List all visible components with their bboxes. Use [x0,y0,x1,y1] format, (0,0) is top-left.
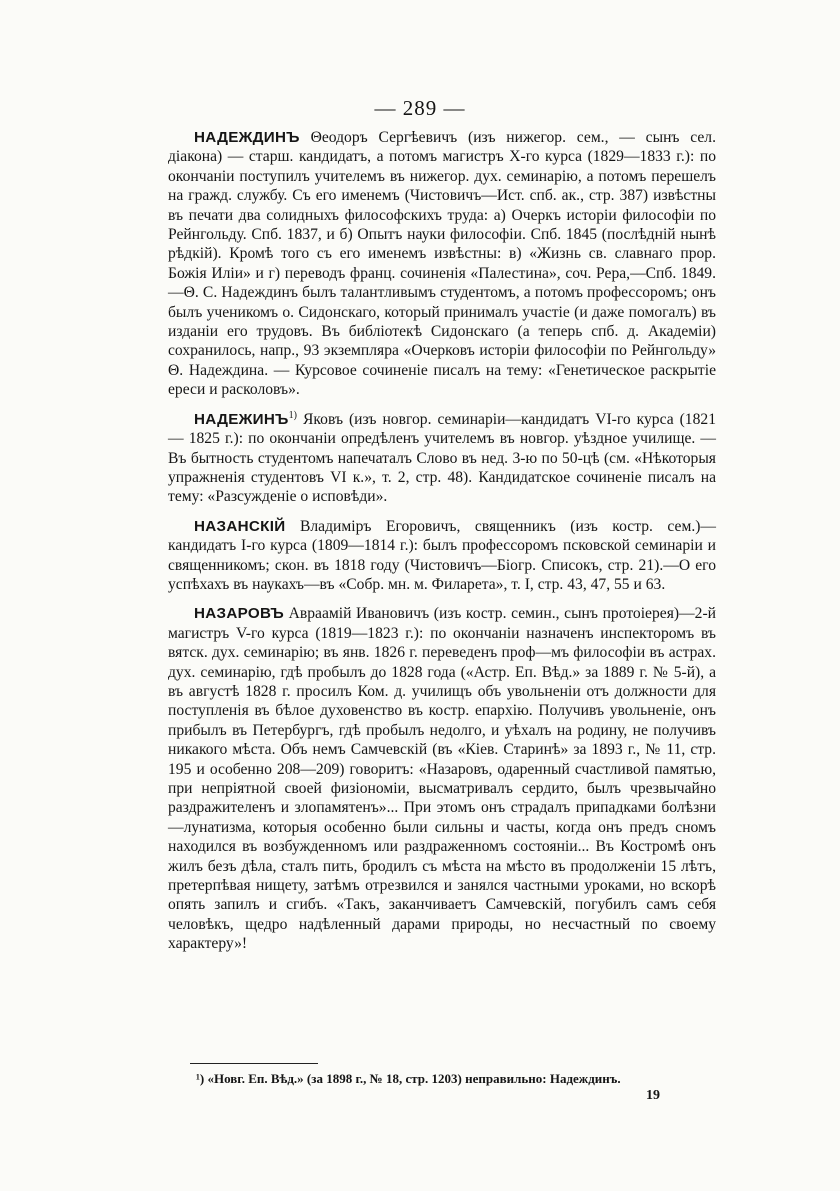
page-number: — 289 — [374,96,466,120]
entry-text: Яковъ (изъ новгор. семинаріи—кандидатъ VI-го курса (1821 — 1825 г.): по окончаніи опредѣленъ учителемъ въ новгор. уѣздное училище. — Въ бытность студентомъ напечаталъ Слово въ нед. 3-ю по 50-цѣ (см. «Нѣкоторыя упражненія студентовъ VI к.», т. 2, стр. 48). Кандидатское сочиненіе писалъ на тему: «Разсужденіе о исповѣди». [168,410,716,506]
entry-surname: НАДЕЖИНЪ [194,410,289,428]
entry-nadezhdin [168,128,716,400]
signature-mark: 19 [646,1088,660,1103]
footnote-divider [190,1063,318,1064]
entry-text: Авраамій Ивановичъ (изъ костр. семин., сынъ протоіерея)—2-й магистръ V-го курса (1819—1823 г.): по окончаніи назначенъ инспекторомъ въ вятск. дух. семинарію; въ янв. 1826 г. переведенъ проф—мъ философіи въ астрах. дух. семинарію, гдѣ пробылъ до 1828 года («Астр. Еп. Вѣд.» за 1889 г. № 5-й), а въ августѣ 1828 г. просилъ Ком. д. училищъ объ увольненіи отъ должности для поступленія въ бѣлое духовенство въ костр. епархію. Получивъ увольненіе, онъ прибылъ въ Петербургъ, гдѣ пробылъ недолго, и уѣхалъ на родину, не получивъ никакого мѣста. Объ немъ Самчевскій (въ «Кіев. Старинѣ» за 1893 г., № 11, стр. 195 и особенно 208—209) говоритъ: «Назаровъ, одаренный счастливой памятью, при непріятной своей физіономіи, высматривалъ сердито, былъ чрезвычайно раздражителенъ и злопамятенъ»... При этомъ онъ страдалъ припадками болѣзни—лунатизма, которыя особенно были сильны и часты, когда онъ предъ сномъ находился въ возбужденномъ или раздраженномъ состояніи... Въ Костромѣ онъ жилъ безъ дѣла, сталъ пить, бродилъ съ мѣста на мѣсто въ продолженіи 15 лѣтъ, претерпѣвая нищету, затѣмъ отрезвился и занялся частными уроками, но вскорѣ опять запилъ и сгибъ. «Такъ, заканчиваетъ Самчевскій, погубилъ самъ себя человѣкъ, щедро надѣленный дарами природы, но несчастный по своему характеру»! [168,605,716,953]
entry-surname: НАЗАНСКІЙ [194,517,286,535]
entry-nadezhin [168,410,716,507]
entry-text: Владиміръ Егоровичъ, священникъ (изъ костр. сем.)—кандидатъ I-го курса (1809—1814 г.): былъ профессоромъ псковской семинаріи и священникомъ; скон. въ 1818 году (Чистовичъ—Біогр. Списокъ, стр. 21).—О его успѣхахъ въ наукахъ—въ «Собр. мн. м. Филарета», т. I, стр. 43, 47, 55 и 63. [168,517,716,593]
text-block [168,128,716,964]
entry-nazanskiy [168,517,716,595]
entry-surname: НАДЕЖДИНЪ [194,129,300,146]
footnote-reference[interactable]: 1) [288,409,298,421]
entry-surname: НАЗАРОВЪ [194,605,284,623]
entry-nazarov [168,604,716,953]
entry-text: Θеодоръ Сергѣевичъ (изъ нижегор. сем., — сынъ сел. діакона) — старш. кандидатъ, а потомъ магистръ X-го курса (1829—1833 г.): по окончаніи поступилъ учителемъ въ нижегор. дух. семинарію, а потомъ перешелъ на гражд. службу. Съ его именемъ (Чистовичъ—Ист. спб. ак., стр. 387) извѣстны въ печати два солидныхъ философскихъ труда: а) Очеркъ исторіи философіи по Рейнгольду. Спб. 1837, и б) Опытъ науки философіи. Спб. 1845 (послѣдній нынѣ рѣдкій). Кромѣ того съ его именемъ извѣстны: в) «Жизнь св. славнаго прор. Божія Иліи» и г) переводъ франц. сочиненія «Палестина», соч. Рера,—Спб. 1849.—Θ. С. Надеждинъ былъ талантливымъ студентомъ, а потомъ профессоромъ; онъ былъ ученикомъ о. Сидонскаго, который принималъ участіе (и даже помогалъ) въ изданіи его трудовъ. Въ библіотекѣ Сидонскаго (а теперь спб. д. Академіи) сохранилось, напр., 93 экземпляра «Очерковъ исторіи философіи по Рейнгольду» Θ. Надеждина. — Курсовое сочиненіе писалъ на тему: «Генетическое раскрытіе ереси и расколовъ». [168,129,716,399]
footnote: ¹) «Новг. Еп. Вѣд.» (за 1898 г., № 18, стр. 1203) неправильно: Надеждинъ. [196,1071,621,1086]
